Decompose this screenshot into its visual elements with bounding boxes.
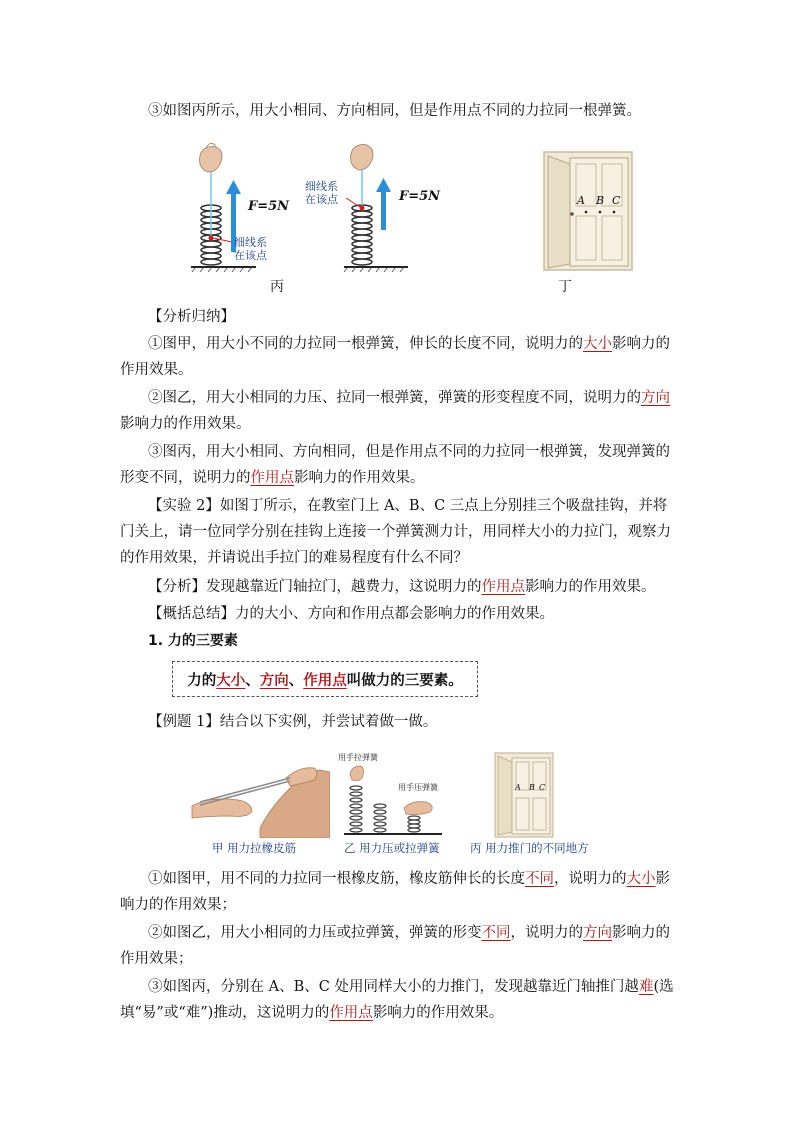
note-label-b: 细线系 在该点 (305, 180, 338, 206)
door-label-c: C (612, 194, 621, 207)
label-press-spring: 用手压弹簧 (398, 783, 438, 792)
caption-jia: 甲 用力拉橡皮筋 (212, 841, 297, 855)
analysis-item-3: ③图丙，用大小相同、方向相同，但是作用点不同的力拉同一根弹簧，发现弹簧的形变不同，说明力的作用点影响力的作用效果。 (120, 444, 670, 486)
answer: 方向 (259, 672, 289, 689)
figure-door-2 (494, 752, 554, 838)
question-2: ②如图乙，用大小相同的力压或拉弹簧，弹簧的形变不同，说明力的方向影响力的作用效果； (120, 925, 670, 967)
answer: 不同 (525, 871, 554, 887)
analysis-item-2: ②图乙，用大小相同的力压、拉同一根弹簧，弹簧的形变程度不同，说明力的方向影响力的作用效果。 (120, 390, 670, 432)
label-pull-spring: 用手拉弹簧 (338, 753, 378, 762)
answer: 大小 (216, 672, 246, 689)
force-label-a: F=5N (248, 199, 290, 214)
figure-springs-press-pull (342, 752, 454, 838)
definition-box: 力的 大小 、 方向 、 作用点 叫做力的三要素。 (172, 661, 478, 697)
door2-label-b: B (529, 783, 535, 792)
answer: 作用点 (481, 579, 525, 595)
answer: 作用点 (303, 672, 347, 689)
summary: 【概括总结】力的大小、方向和作用点都会影响力的作用效果。 (148, 606, 554, 622)
answer: 方向 (641, 390, 670, 406)
answer: 作用点 (250, 470, 294, 486)
door2-label-a: A (515, 783, 521, 792)
figure-label-bing: 丙 (270, 279, 284, 295)
question-3: ③如图丙，分别在 A、B、C 处用同样大小的力推门，发现越靠近门轴推门越难(选填“易”或“难”)推动，这说明力的作用点影响力的作用效果。 (120, 979, 674, 1021)
answer: 方向 (583, 925, 612, 941)
experiment-2: 【实验 2】如图丁所示，在教室门上 A、B、C 三点上分别挂三个吸盘挂钩，并将门关上，请一位同学分别在挂钩上连接一个弹簧测力计，用同样大小的力拉门，观察力的作用效果，并请说出手拉门的难易程度有什么不同？ (120, 498, 671, 566)
caption-yi: 乙 用力压或拉弹簧 (344, 841, 440, 855)
question-1: ①如图甲，用不同的力拉同一根橡皮筋，橡皮筋伸长的长度不同，说明力的大小影响力的作用效果； (120, 871, 670, 913)
figure-label-ding: 丁 (558, 279, 572, 295)
figure-rubber-band (190, 758, 330, 838)
door-label-a: A (577, 194, 585, 207)
answer: 难 (638, 979, 654, 995)
intro-text: ③如图丙所示，用大小相同、方向相同，但是作用点不同的力拉同一根弹簧。 (148, 103, 641, 119)
answer: 大小 (583, 336, 612, 352)
force-label-b: F=5N (399, 189, 441, 204)
caption-bing: 丙 用力推门的不同地方 (470, 841, 589, 855)
analysis-result: 【分析】发现越靠近门轴拉门，越费力，这说明力的作用点影响力的作用效果。 (148, 579, 656, 595)
example-1: 【例题 1】结合以下实例，并尝试着做一做。 (148, 714, 438, 730)
answer: 大小 (626, 871, 656, 887)
section-title: 1. 力的三要素 (148, 633, 238, 649)
note-label-a: 细线系 在该点 (234, 236, 267, 262)
analysis-heading: 【分析归纳】 (148, 309, 235, 325)
answer: 不同 (481, 925, 511, 941)
figure-bing (186, 142, 456, 272)
analysis-item-1: ①图甲，用大小不同的力拉同一根弹簧，伸长的长度不同，说明力的大小影响力的作用效果。 (120, 336, 670, 378)
door2-label-c: C (539, 783, 546, 792)
door-figure (542, 150, 634, 272)
spring-right (344, 144, 408, 272)
answer: 作用点 (329, 1005, 373, 1021)
door-label-b: B (596, 194, 605, 207)
